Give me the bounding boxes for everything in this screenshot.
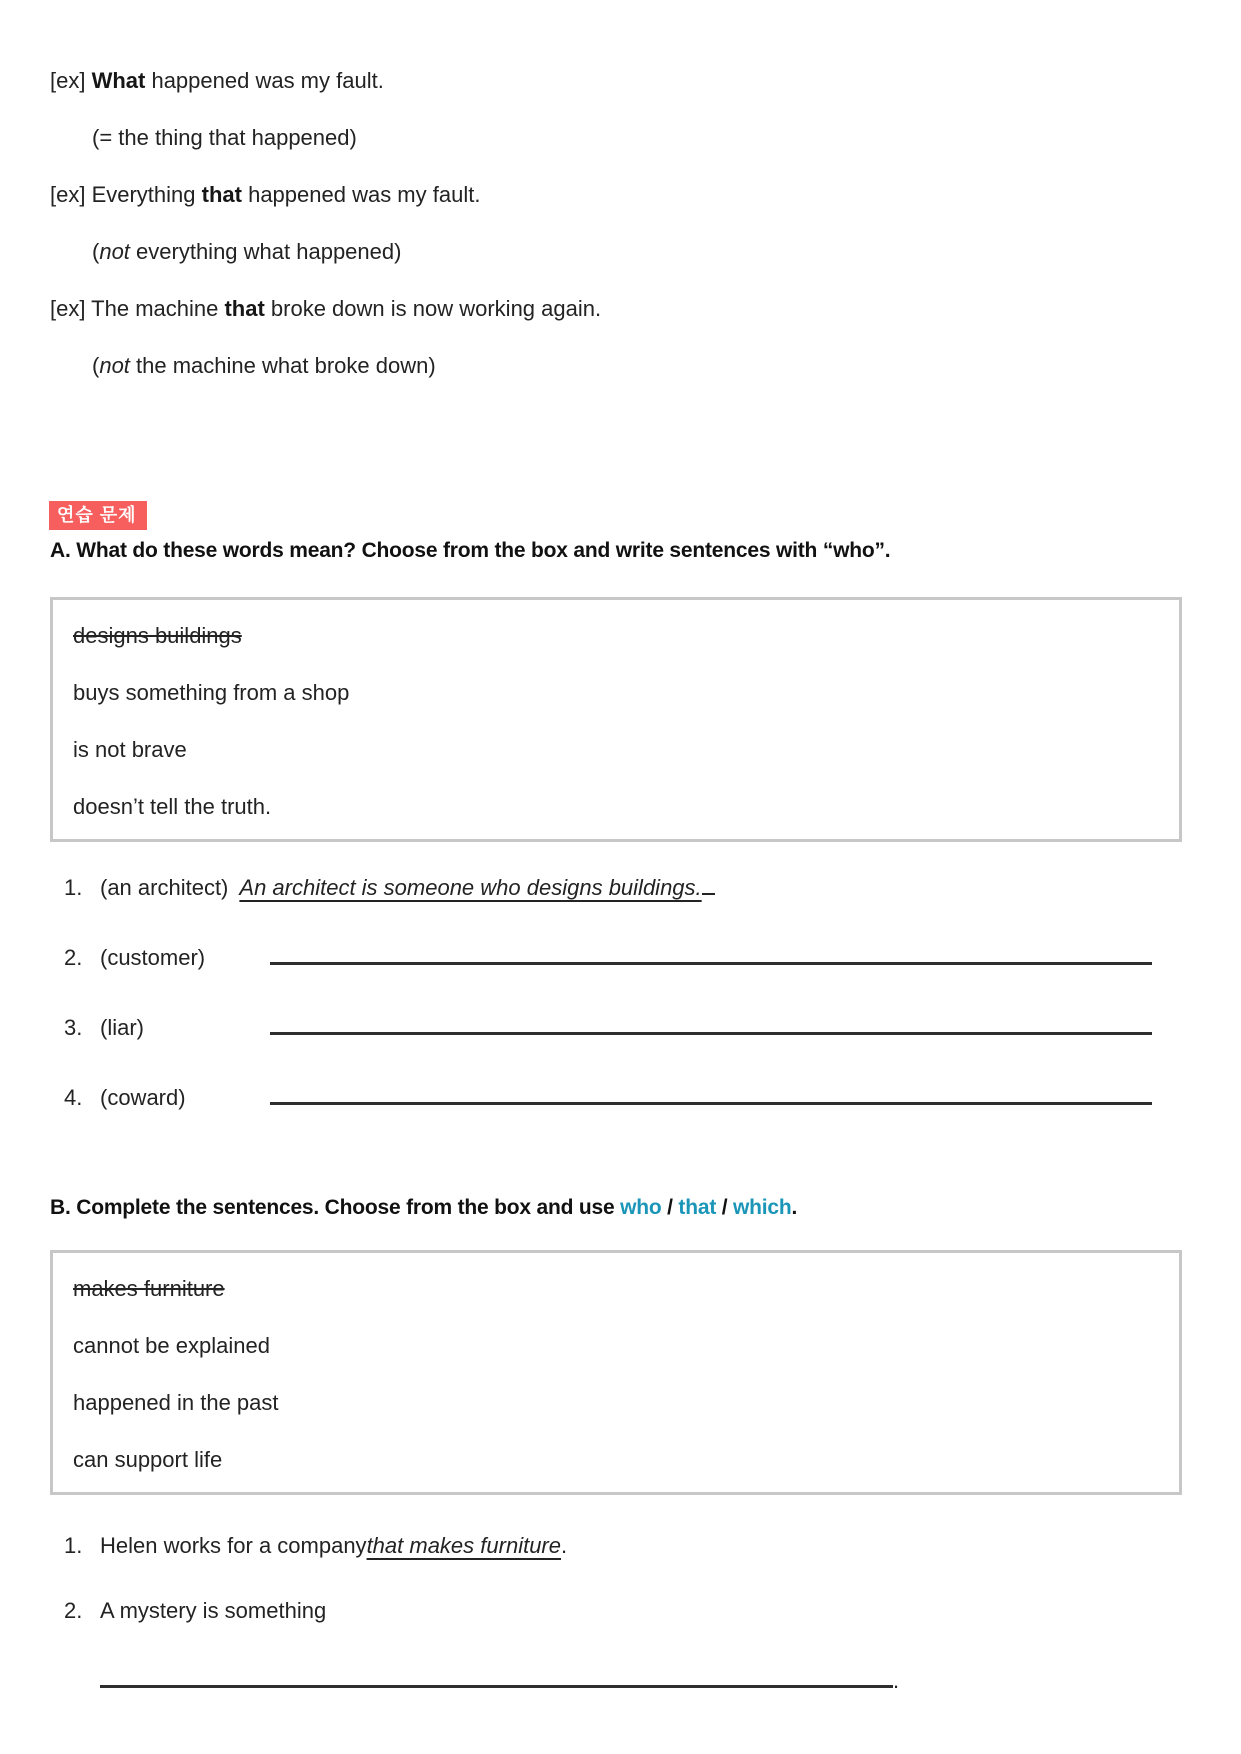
choice-word-which: which bbox=[733, 1196, 792, 1219]
word-box-item: can support life bbox=[73, 1447, 223, 1472]
answer-underline-tail bbox=[702, 885, 715, 895]
practice-problems-badge: 연습 문제 bbox=[50, 502, 146, 529]
example-sentence-2 bbox=[50, 180, 1241, 210]
answer-blank-line bbox=[270, 1078, 1152, 1105]
question-row-a1 bbox=[64, 873, 1152, 903]
example-note-3-pre: ( bbox=[92, 353, 100, 378]
section-a-heading: A. What do these words mean? Choose from the box and write sentences with “who”. bbox=[50, 539, 891, 562]
choice-word-who: who bbox=[620, 1196, 662, 1219]
written-answer: that makes furniture bbox=[366, 1533, 561, 1558]
question-number: 2. bbox=[64, 945, 83, 970]
example-note-3-post: the machine what broke down) bbox=[129, 353, 436, 378]
word-box-item-struck: makes furniture bbox=[73, 1276, 225, 1301]
example-1-pre: [ex] bbox=[50, 68, 92, 93]
example-note-3 bbox=[92, 351, 1241, 381]
section-b-word-box bbox=[50, 1250, 1182, 1495]
question-prompt: (an architect) bbox=[100, 875, 229, 900]
examples-block bbox=[0, 0, 1241, 381]
question-number: 4. bbox=[64, 1085, 83, 1110]
word-box-item-struck: designs buildings bbox=[73, 623, 242, 648]
word-box-item: happened in the past bbox=[73, 1390, 279, 1415]
example-note-3-italic: not bbox=[99, 353, 130, 378]
example-1-bold-word: What bbox=[91, 68, 146, 93]
question-row-a2 bbox=[64, 938, 1152, 973]
section-a-question-list bbox=[0, 873, 1241, 1113]
word-box-item: is not brave bbox=[73, 737, 187, 762]
example-3-pre: [ex] The machine bbox=[50, 296, 225, 321]
example-note-2-italic: not bbox=[99, 239, 130, 264]
section-b-heading bbox=[50, 1193, 1241, 1223]
example-sentence-1 bbox=[50, 66, 1241, 96]
example-note-2-pre: ( bbox=[92, 239, 100, 264]
example-3-bold-word: that bbox=[224, 296, 265, 321]
answer-blank-line bbox=[270, 1008, 1152, 1035]
section-b-heading-end: . bbox=[791, 1196, 798, 1219]
question-prompt: (coward) bbox=[100, 1085, 186, 1110]
choice-separator: / bbox=[716, 1196, 734, 1219]
blank-line-period: . bbox=[893, 1668, 900, 1693]
question-number: 2. bbox=[64, 1598, 83, 1623]
example-note-2-post: everything what happened) bbox=[129, 239, 402, 264]
written-answer: An architect is someone who designs buildings. bbox=[239, 875, 702, 900]
example-1-post: happened was my fault. bbox=[145, 68, 384, 93]
word-box-item: doesn’t tell the truth. bbox=[73, 794, 272, 819]
example-note-2 bbox=[92, 237, 1241, 267]
example-2-pre: [ex] Everything bbox=[50, 182, 202, 207]
example-2-bold-word: that bbox=[201, 182, 242, 207]
example-note-1-pre: (= the thing that happened) bbox=[92, 125, 357, 150]
section-a-word-box bbox=[50, 597, 1182, 842]
choice-word-that: that bbox=[678, 1196, 717, 1219]
question-number: 1. bbox=[64, 875, 83, 900]
question-row-a4 bbox=[64, 1078, 1152, 1113]
section-b-heading-pre: B. Complete the sentences. Choose from the box and use bbox=[50, 1196, 621, 1219]
word-box-item: buys something from a shop bbox=[73, 680, 350, 705]
question-prompt: (customer) bbox=[100, 945, 206, 970]
choice-separator: / bbox=[661, 1196, 679, 1219]
question-row-a3 bbox=[64, 1008, 1152, 1043]
question-number: 3. bbox=[64, 1015, 83, 1040]
question-prompt: (liar) bbox=[100, 1015, 144, 1040]
example-2-post: happened was my fault. bbox=[241, 182, 481, 207]
question-b2-blank-row bbox=[100, 1661, 1241, 1696]
sentence-start: A mystery is something bbox=[100, 1598, 327, 1623]
word-box-item: cannot be explained bbox=[73, 1333, 270, 1358]
example-note-1 bbox=[92, 123, 1241, 153]
answer-blank-line bbox=[270, 938, 1152, 965]
example-3-post: broke down is now working again. bbox=[264, 296, 602, 321]
sentence-end: . bbox=[561, 1533, 568, 1558]
question-number: 1. bbox=[64, 1533, 83, 1558]
sentence-start: Helen works for a company bbox=[100, 1533, 367, 1558]
question-row-b1 bbox=[64, 1531, 1241, 1561]
question-row-b2 bbox=[64, 1596, 1241, 1626]
section-b-question-list bbox=[0, 1531, 1241, 1696]
answer-blank-line bbox=[100, 1661, 893, 1688]
example-sentence-3 bbox=[50, 294, 1241, 324]
